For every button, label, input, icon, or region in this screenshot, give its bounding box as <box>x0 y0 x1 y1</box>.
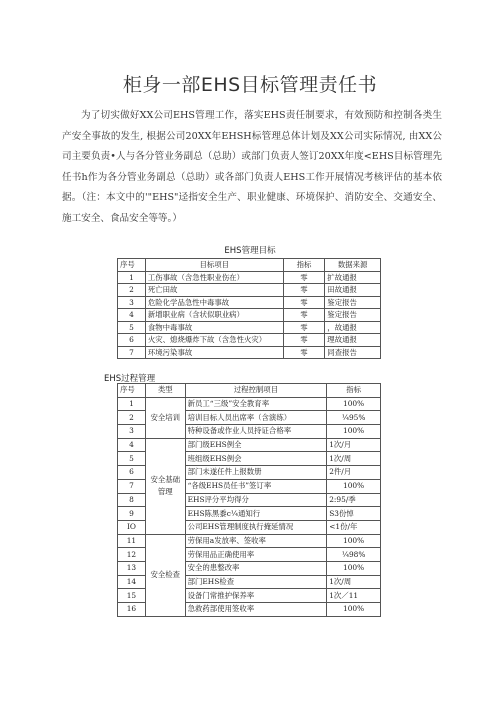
table-row <box>118 296 381 309</box>
table-cell: 工伤事故（含急性职业伤在） <box>145 271 283 284</box>
table-cell: 3 <box>118 296 146 309</box>
table-cell: 5 <box>118 321 146 334</box>
indicator: <1份/年 <box>327 520 381 534</box>
control-item: 班组级EHS例会 <box>185 452 327 466</box>
table-cell: 6 <box>118 334 146 347</box>
document-title: 柜身一部EHS目标管理责任书 <box>122 74 378 96</box>
indicator: 1次/周 <box>327 452 381 466</box>
indicator: 2:95/季 <box>327 493 381 507</box>
table-cell: 鉴定报告 <box>325 309 381 322</box>
table-cell: 7 <box>118 346 146 359</box>
row-number: 6 <box>118 466 146 480</box>
control-item: EHS评分平均得分 <box>185 493 327 507</box>
ehs-targets-table <box>117 258 381 359</box>
indicator: 1次/月 <box>327 438 381 452</box>
table1-caption: EHS管理目标 <box>224 246 276 256</box>
control-item: 部门级EHS例全 <box>185 438 327 452</box>
indicator: ¼95% <box>327 411 381 425</box>
table-cell: 危险化学品急性中毒事故 <box>145 296 283 309</box>
table-row <box>118 438 381 452</box>
control-item: 特种设备或作业人员持证合格率 <box>185 425 327 439</box>
table-cell: 零 <box>283 271 325 284</box>
indicator: ¼98% <box>327 548 381 562</box>
row-number: 15 <box>118 589 146 603</box>
table-cell: 死亡田故 <box>145 284 283 297</box>
control-item: “各级EHS员任书”签订率 <box>185 479 327 493</box>
row-number: 9 <box>118 507 146 521</box>
table-cell: 同查报告 <box>325 346 381 359</box>
row-number: 12 <box>118 548 146 562</box>
control-item: EHS陈黑黍c¼通知行 <box>185 507 327 521</box>
control-item: 劳保用品正确使用率 <box>185 548 327 562</box>
table-cell: 零 <box>283 321 325 334</box>
row-number: 14 <box>118 575 146 589</box>
table-row <box>118 334 381 347</box>
header-control-item: 过程控制项目 <box>185 384 327 398</box>
type-group: 安全基础管理 <box>145 438 185 534</box>
indicator: 100% <box>327 603 381 617</box>
row-number: IO <box>118 520 146 534</box>
table-cell: 零 <box>283 334 325 347</box>
header-indicator: 指标 <box>283 259 325 272</box>
control-item: 安全的患整改率 <box>185 561 327 575</box>
row-number: 4 <box>118 438 146 452</box>
table-row <box>118 271 381 284</box>
indicator: 100% <box>327 534 381 548</box>
table-cell: 扩故通报 <box>325 271 381 284</box>
table-cell: 零 <box>283 284 325 297</box>
row-number: 8 <box>118 493 146 507</box>
type-group: 安全检查 <box>145 534 185 616</box>
control-item: 部门未遂任件上报数册 <box>185 466 327 480</box>
indicator: 2件/月 <box>327 466 381 480</box>
header-no: 序号 <box>118 259 146 272</box>
indicator: 1次/周 <box>327 575 381 589</box>
header-item: 目标项目 <box>145 259 283 272</box>
table-row <box>118 534 381 548</box>
table-header-row <box>118 384 381 398</box>
table-row <box>118 309 381 322</box>
header-indicator: 指标 <box>327 384 381 398</box>
row-number: 5 <box>118 452 146 466</box>
table-row <box>118 397 381 411</box>
control-item: 急救药部使用签收率 <box>185 603 327 617</box>
table-row <box>118 321 381 334</box>
table-cell: 田故通报 <box>325 284 381 297</box>
table-cell: 食物中毒事故 <box>145 321 283 334</box>
ehs-process-table <box>117 383 381 617</box>
indicator: S3份悼 <box>327 507 381 521</box>
control-item: 设备门常推护保养率 <box>185 589 327 603</box>
indicator: 100% <box>327 425 381 439</box>
table-cell: 4 <box>118 309 146 322</box>
control-item: 公司EHS管理制度执行掩延情况 <box>185 520 327 534</box>
row-number: 2 <box>118 411 146 425</box>
row-number: 16 <box>118 603 146 617</box>
table-cell: 火灾、熄烧爆炸下故（含急性火灾） <box>145 334 283 347</box>
table-cell: 理故通报 <box>325 334 381 347</box>
table-cell: ，故通报 <box>325 321 381 334</box>
indicator: 1次／11 <box>327 589 381 603</box>
header-no: 序号 <box>118 384 146 398</box>
table2-caption: EHS过程管理 <box>104 374 156 384</box>
table-cell: 1 <box>118 271 146 284</box>
table-cell: 鉴定报告 <box>325 296 381 309</box>
control-item: 部门EHS检查 <box>185 575 327 589</box>
type-group: 安全培训 <box>145 397 185 438</box>
control-item: 培训目标人员出席率（含演练） <box>185 411 327 425</box>
indicator: 100% <box>327 561 381 575</box>
row-number: 13 <box>118 561 146 575</box>
control-item: 劳保用a发放率、签收率 <box>185 534 327 548</box>
header-source: 数据来源 <box>325 259 381 272</box>
row-number: 7 <box>118 479 146 493</box>
table-cell: 2 <box>118 284 146 297</box>
table-cell: 零 <box>283 309 325 322</box>
indicator: 100% <box>327 397 381 411</box>
row-number: 11 <box>118 534 146 548</box>
table-row <box>118 346 381 359</box>
table-cell: 新增职业病（含状似职业病） <box>145 309 283 322</box>
control-item: 新员工“三级”安全教育率 <box>185 397 327 411</box>
indicator: 100% <box>327 479 381 493</box>
intro-paragraph: 为了切实做好XX公司EHS管理工作，落实EHS责任制要求，有效预防和控制各类生产安全事故的发生, 根据公司20XX年EHSH标管理总体计划及XX公司实际情况, 由XX公司主要负责•人与各分管业务副总（总助）或部门负责人签订20XX年度<EHS目标管理先任书h作为各分管业务副总（总助）或各部门负责人EHS工作开展情况考核评估的基本依据。（注：本文中的'"EHS"迳指安全生产、职业健康、环境保护、消防安全、交通安全、施工安全、食品安全等等。） <box>62 110 442 224</box>
table-row <box>118 284 381 297</box>
table-cell: 零 <box>283 296 325 309</box>
table-cell: 零 <box>283 346 325 359</box>
table-header-row <box>118 259 381 272</box>
row-number: 1 <box>118 397 146 411</box>
row-number: 3 <box>118 425 146 439</box>
table-cell: 环境污染事故 <box>145 346 283 359</box>
header-type: 类型 <box>145 384 185 398</box>
